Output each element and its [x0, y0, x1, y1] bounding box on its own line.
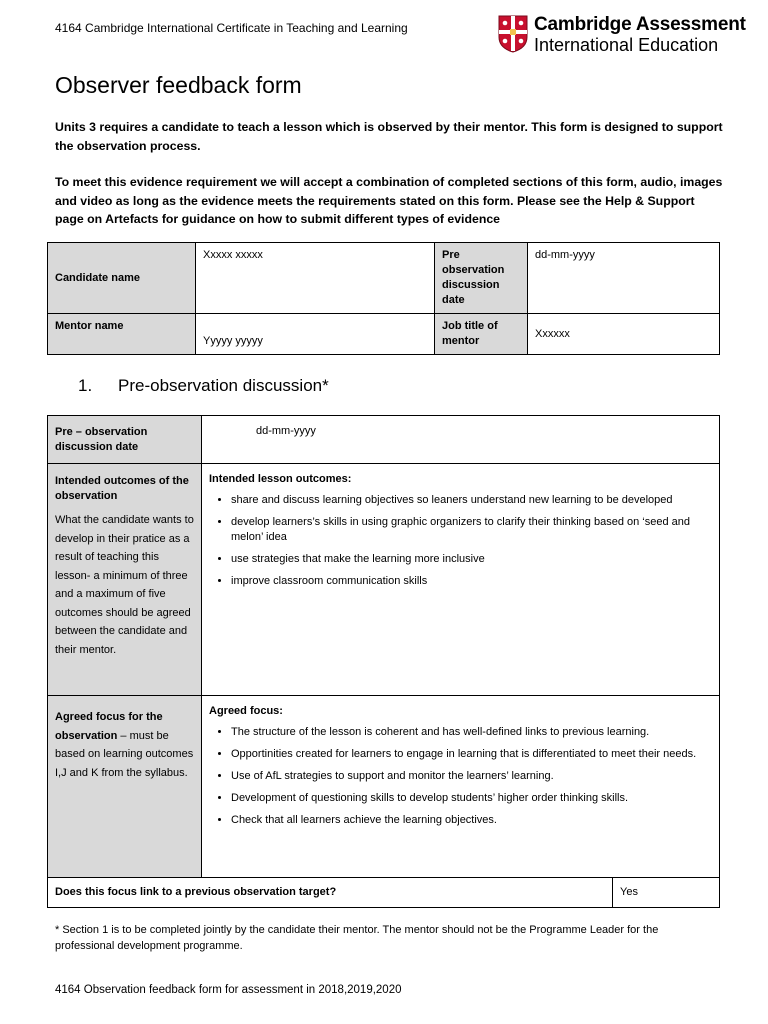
section-title: Pre-observation discussion*: [118, 376, 329, 395]
pre-observation-date-label: Pre observation discussion date: [435, 243, 528, 314]
discussion-date-label: Pre – observation discussion date: [48, 416, 202, 464]
outcome-item: • use strategies that make the learning more inclusive: [231, 552, 712, 567]
job-title-label: Job title of mentor: [435, 314, 528, 355]
mentor-name-label: Mentor name: [48, 314, 196, 355]
logo-line-1: Cambridge Assessment: [534, 14, 746, 35]
cambridge-logo: [498, 15, 746, 55]
section-heading: [78, 376, 329, 396]
focus-item: • Use of AfL strategies to support and monitor the learners’ learning.: [231, 769, 712, 784]
pre-observation-date-value[interactable]: dd-mm-yyyy: [528, 243, 720, 314]
intended-outcomes-list: [209, 493, 712, 589]
agreed-focus-description: – must be based on learning outcomes I,J and K from the syllabus.: [55, 729, 194, 779]
logo-line-2: International Education: [534, 35, 719, 55]
agreed-focus-list: [209, 725, 712, 828]
focus-item: • Opportinities created for learners to engage in learning that is differentiated to meet their needs.: [231, 747, 712, 762]
intended-outcomes-label: Intended outcomes of the observation: [55, 475, 189, 502]
candidate-name-label: Candidate name: [48, 243, 196, 314]
candidate-name-value[interactable]: Xxxxx xxxxx: [196, 243, 435, 314]
intended-outcomes-description: What the candidate wants to develop in their pratice as a result of teaching this lesson- a minimum of three and a maximum of five outcomes should be agreed between the candidate and their mentor.: [55, 514, 194, 656]
focus-link-question: Does this focus link to a previous observation target?: [48, 878, 613, 908]
intro-paragraph-2: To meet this evidence requirement we will accept a combination of completed sections of this form, audio, images and video as long as the evidence meets the requirements stated on this form. Please see the Help & Support page on Artefacts for guidance on how to submit different types of evidence: [55, 175, 723, 226]
section-footnote: * Section 1 is to be completed jointly by the candidate their mentor. The mentor should not be the Programme Leader for the professional development programme.: [55, 924, 659, 952]
intro-paragraph-1: Units 3 requires a candidate to teach a lesson which is observed by their mentor. This form is designed to support the observation process.: [55, 120, 723, 153]
agreed-focus-cell: [48, 696, 202, 878]
page-footer: 4164 Observation feedback form for assessment in 2018,2019,2020: [55, 984, 402, 996]
outcome-item: • improve classroom communication skills: [231, 574, 712, 589]
discussion-date-value[interactable]: dd-mm-yyyy: [202, 416, 720, 464]
details-table: [47, 242, 720, 355]
page-title: Observer feedback form: [55, 72, 302, 98]
intended-outcomes-heading: Intended lesson outcomes:: [209, 473, 352, 485]
job-title-value[interactable]: Xxxxxx: [528, 314, 720, 355]
outcome-item: • develop learners’s skills in using graphic organizers to clarify their thinking based on ‘seed and melon’ idea: [231, 515, 712, 545]
cambridge-shield-icon: [498, 15, 528, 53]
course-header: 4164 Cambridge International Certificate in Teaching and Learning: [55, 21, 408, 35]
focus-item: • Development of questioning skills to develop students’ higher order thinking skills.: [231, 791, 712, 806]
intended-outcomes-content[interactable]: [202, 464, 720, 696]
agreed-focus-content[interactable]: [202, 696, 720, 878]
agreed-focus-heading: Agreed focus:: [209, 705, 283, 717]
intended-outcomes-cell: [48, 464, 202, 696]
focus-item: • The structure of the lesson is coherent and has well-defined links to previous learning.: [231, 725, 712, 740]
focus-link-answer[interactable]: Yes: [613, 878, 720, 908]
focus-item: • Check that all learners achieve the learning objectives.: [231, 813, 712, 828]
agreed-focus-label: Agreed focus for the observation: [55, 711, 163, 742]
pre-observation-table: [47, 415, 720, 908]
outcome-item: • share and discuss learning objectives so leaners understand new learning to be developed: [231, 493, 712, 508]
mentor-name-value[interactable]: Yyyyy yyyyy: [196, 314, 435, 355]
section-number: 1.: [78, 376, 93, 395]
